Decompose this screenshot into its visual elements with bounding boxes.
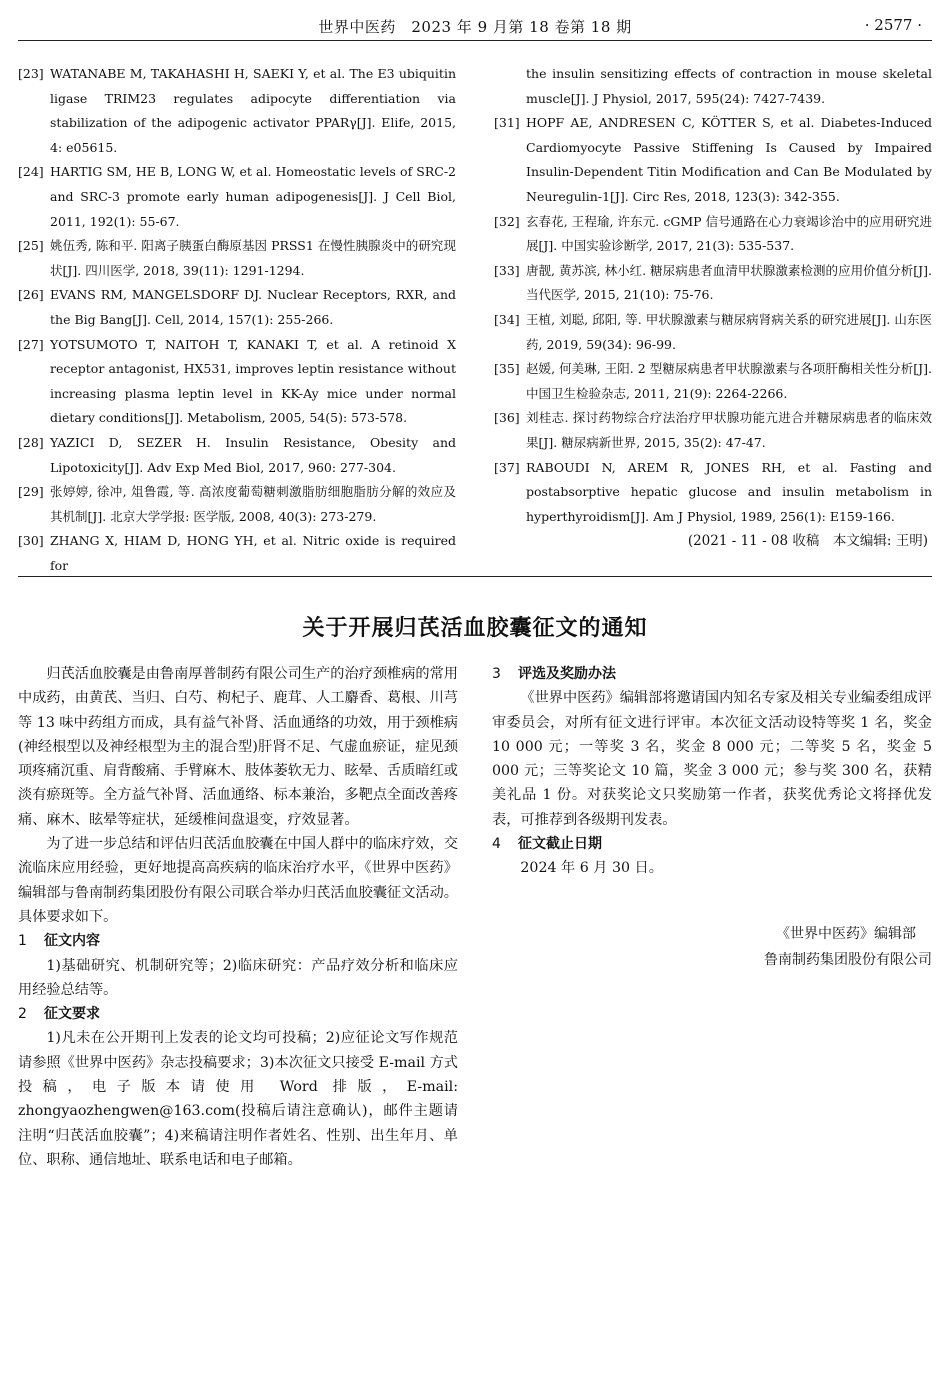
reference-text: 唐靓, 黄苏滨, 林小红. 糖尿病患者血清甲状腺激素检测的应用价值分析[J]. 当代医学, 2015, 21(10): 75-76. [526,262,932,303]
page-header [18,14,932,41]
section-heading-2 [18,1002,458,1026]
section-2-text: 1)凡未在公开期刊上发表的论文均可投稿；2)应征论文写作规范请参照《世界中医药》杂志投稿要求；3)本次征文只接受 E-mail 方式投稿，电子版本请使用 Word 排版，E-mail: zhongyaozhengwen@163.com(投稿后请注意确认)，邮件主题请注明“归芪活血胶囊”；4)来稿请注明作者姓名、性别、出生年月、单位、职称、通信地址、联系电话和电子邮箱。 [18,1030,458,1168]
section-title: 评选及奖励办法 [518,666,616,682]
notice-title: 关于开展归芪活血胶囊征文的通知 [302,616,648,641]
reference-item [18,62,456,160]
reference-text: 赵媛, 何美琳, 王阳. 2 型糖尿病患者甲状腺激素与各项肝酶相关性分析[J]. 中国卫生检验杂志, 2011, 21(9): 2264-2266. [526,361,932,401]
section-1-text: 1)基础研究、机制研究等；2)临床研究：产品疗效分析和临床应用经验总结等。 [18,957,458,998]
reference-text: 刘桂志. 探讨药物综合疗法治疗甲状腺功能亢进合并糖尿病患者的临床效果[J]. 糖尿病新世界, 2015, 35(2): 47-47. [526,410,932,450]
reference-item [494,357,932,406]
reference-text: HOPF AE, ANDRESEN C, KÖTTER S, et al. Diabetes-Induced Cardiomyocyte Passive Stiffening Is Caused by Impaired Insulin-Dependent Titin Modification and Can Be Modulated by Neuregulin-1[J]. Circ Res, 2018, 123(3): 342-355. [526,115,932,204]
reference-number: [35] [494,361,520,377]
section-heading-4 [492,832,932,856]
reference-item [494,111,932,209]
reference-item [18,234,456,283]
reference-number: [26] [18,287,44,303]
reference-number: [29] [18,484,44,500]
reference-text: the insulin sensitizing effects of contraction in mouse skeletal muscle[J]. J Physiol, 2017, 595(24): 7427-7439. [526,66,932,106]
reference-number: [24] [18,164,44,180]
section-number: 3 [492,666,501,682]
reference-item [18,431,456,480]
reference-text: EVANS RM, MANGELSDORF DJ. Nuclear Receptors, RXR, and the Big Bang[J]. Cell, 2014, 157(1): 255-266. [50,287,456,327]
reference-item [494,259,932,308]
journal-issue: 世界中医药 2023 年 9 月第 18 卷第 18 期 [318,18,632,36]
section-heading-3 [492,662,932,686]
signature-block [492,921,932,973]
reference-item [494,406,932,455]
reference-item [18,283,456,332]
reference-number: [28] [18,434,44,450]
reference-number: [34] [494,311,520,327]
reference-text: ZHANG X, HIAM D, HONG YH, et al. Nitric oxide is required for [50,533,456,573]
signature-editorial-office: 《世界中医药》编辑部 [776,925,916,942]
reference-item [494,308,932,357]
reference-item [18,160,456,234]
received-date-editor: (2021 - 11 - 08 收稿 本文编辑: 王明) [687,533,928,550]
reference-number: [31] [494,115,520,131]
section-3-text: 《世界中医药》编辑部将邀请国内知名专家及相关专业编委组成评审委员会，对所有征文进行评审。本次征文活动设特等奖 1 名，奖金 10 000 元；一等奖 3 名，奖金 8 000 元；二等奖 5 名，奖金 5 000 元；三等奖论文 10 篇，奖金 3 000 元；参与奖 300 名，获精美礼品 1 份。对获奖论文只奖励第一作者，获奖优秀论文将择优发表，可推荐到各级期刊发表。 [492,690,932,828]
section-heading-1 [18,929,458,953]
notice-left-column [18,662,458,1172]
reference-text: 张婷婷, 徐冲, 俎鲁霞, 等. 高浓度葡萄糖刺激脂肪细胞脂肪分解的效应及其机制[J]. 北京大学学报: 医学版, 2008, 40(3): 273-279. [50,484,456,524]
reference-text: 王植, 刘聪, 邱阳, 等. 甲状腺激素与糖尿病肾病关系的研究进展[J]. 山东医药, 2019, 59(34): 96-99. [526,311,932,352]
reference-text: 姚伍秀, 陈和平. 阳离子胰蛋白酶原基因 PRSS1 在慢性胰腺炎中的研究现状[J]. 四川医学, 2018, 39(11): 1291-1294. [50,238,456,278]
section-4-text: 2024 年 6 月 30 日。 [520,860,663,877]
page-number: · 2577 · [864,16,922,34]
reference-number: [27] [18,336,44,352]
reference-continuation [494,62,932,111]
reference-item [18,480,456,529]
reference-number: [33] [494,262,520,278]
reference-item [18,333,456,431]
section-number: 2 [18,1006,27,1023]
section-number: 1 [18,933,27,950]
intro-paragraph-2: 为了进一步总结和评估归芪活血胶囊在中国人群中的临床疗效，交流临床应用经验，更好地提高高疾病的临床治疗水平，《世界中医药》编辑部与鲁南制药集团股份有限公司联合举办归芪活血胶囊征文活动。具体要求如下。 [18,836,458,925]
references-left-column [18,62,456,578]
reference-number: [36] [494,410,520,426]
section-title: 征文要求 [44,1006,100,1023]
signature-company: 鲁南制药集团股份有限公司 [764,951,932,968]
reference-number: [32] [494,213,520,229]
references-section [18,62,932,578]
reference-number: [30] [18,533,44,549]
reference-text: YAZICI D, SEZER H. Insulin Resistance, Obesity and Lipotoxicity[J]. Adv Exp Med Biol, 2017, 960: 277-304. [50,434,456,475]
reference-text: WATANABE M, TAKAHASHI H, SAEKI Y, et al. The E3 ubiquitin ligase TRIM23 regulates adipocyte differentiation via stabilization of the adipogenic activator PPARγ[J]. Elife, 2015, 4: e05615. [50,66,456,155]
references-right-column [494,62,932,578]
section-title: 征文内容 [44,933,100,950]
reference-text: 玄春花, 王程瑜, 许东元. cGMP 信号通路在心力衰竭诊治中的应用研究进展[J]. 中国实验诊断学, 2017, 21(3): 535-537. [526,213,932,254]
section-title: 征文截止日期 [518,836,602,853]
intro-paragraph-1: 归芪活血胶囊是由鲁南厚普制药有限公司生产的治疗颈椎病的常用中成药，由黄芪、当归、白芍、枸杞子、鹿茸、人工麝香、葛根、川芎等 13 味中药组方而成，具有益气补肾、活血通络的功效，用于颈椎病(神经根型以及神经根型为主的混合型)肝肾不足、气虚血瘀证，症见颈项疼痛沉重、肩背酸痛、手臂麻木、肢体萎软无力、眩晕、舌质暗红或淡有瘀斑等。全方益气补肾、活血通络、标本兼治，多靶点全面改善疼痛、麻木、眩晕等症状，延缓椎间盘退变，疗效显著。 [18,666,458,828]
reference-text: RABOUDI N, AREM R, JONES RH, et al. Fasting and postabsorptive hepatic glucose and insulin metabolism in hyperthyroidism[J]. Am J Physiol, 1989, 256(1): E159-166. [526,459,932,524]
reference-item [494,456,932,530]
notice-body [18,662,932,1172]
section-number: 4 [492,836,501,853]
reference-text: HARTIG SM, HE B, LONG W, et al. Homeostatic levels of SRC-2 and SRC-3 promote early human adipogenesis[J]. J Cell Biol, 2011, 192(1): 55-67. [50,164,456,229]
reference-number: [37] [494,459,520,475]
section-divider [18,576,932,577]
reference-number: [25] [18,238,44,254]
reference-item [494,210,932,259]
notice-right-column [492,662,932,1172]
reference-item [18,529,456,578]
reference-number: [23] [18,66,44,81]
reference-text: YOTSUMOTO T, NAITOH T, KANAKI T, et al. A retinoid X receptor antagonist, HX531, improves leptin resistance without increasing plasma leptin level in KK-Ay mice under normal dietary conditions[J]. Metabolism, 2005, 54(5): 573-578. [50,336,456,426]
